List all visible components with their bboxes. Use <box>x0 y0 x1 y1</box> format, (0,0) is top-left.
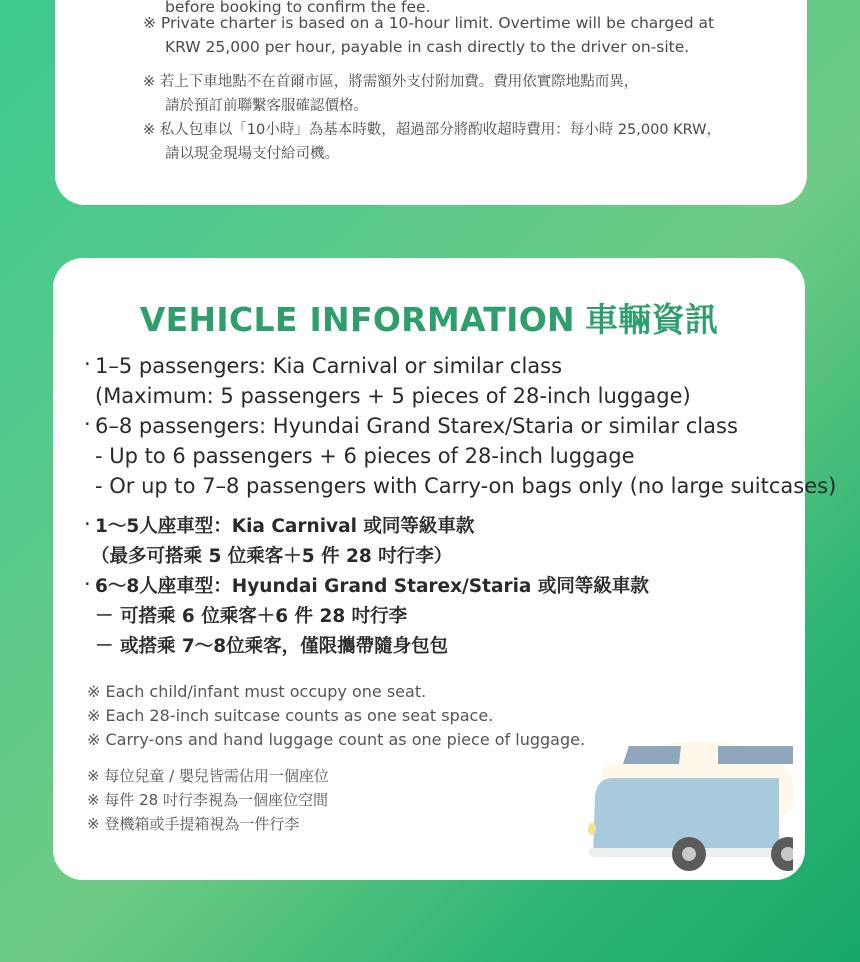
vehicle-title <box>53 294 805 341</box>
overtime-note-zh: ※ 私人包車以「10小時」為基本時數，超過部分將酌收超時費用：每小時 25,000 KRW， <box>143 122 721 138</box>
zh-line-4: － 可搭乘 6 位乘客＋6 件 28 吋行李 <box>95 606 408 627</box>
en-line-4: - Up to 6 passengers + 6 pieces of 28-inch luggage <box>95 444 635 468</box>
en-note-2: ※ Each 28-inch suitcase counts as one seat space. <box>87 706 494 725</box>
van-window-rear <box>718 746 793 764</box>
overtime-note-en: ※ Private charter is based on a 10-hour limit. Overtime will be charged at <box>143 14 715 32</box>
en-note-1: ※ Each child/infant must occupy one seat. <box>87 682 427 701</box>
en-line-2: (Maximum: 5 passengers + 5 pieces of 28-inch luggage) <box>95 384 691 408</box>
van-illustration <box>583 736 793 876</box>
vehicle-info-card <box>53 258 837 880</box>
zh-note-2: ※ 每件 28 吋行李視為一個座位空間 <box>87 791 328 809</box>
en-line-1: 1–5 passengers: Kia Carnival or similar class <box>95 354 563 378</box>
van-headlight <box>588 823 596 835</box>
en-note-3: ※ Carry-ons and hand luggage count as one piece of luggage. <box>87 730 586 749</box>
zh-line-3: 6～8人座車型：Hyundai Grand Starex/Staria 或同等級車款 <box>95 576 649 597</box>
zh-note-3: ※ 登機箱或手提箱視為一件行李 <box>87 815 300 833</box>
zh-line-5: － 或搭乘 7～8位乘客，僅限攜帶隨身包包 <box>95 636 449 657</box>
en-line-3: 6–8 passengers: Hyundai Grand Starex/Staria or similar class <box>95 414 738 438</box>
vehicle-title-en: VEHICLE INFORMATION <box>139 300 575 339</box>
surcharge-note-zh: ※ 若上下車地點不在首爾市區，將需額外支付附加費。費用依實際地點而異， <box>143 74 639 90</box>
bullet-dot: · <box>84 412 91 436</box>
notes-card <box>55 0 807 205</box>
surcharge-note-zh-cont: 請於預訂前聯繫客服確認價格。 <box>165 98 368 114</box>
zh-line-2: （最多可搭乘 5 位乘客＋5 件 28 吋行李） <box>91 546 453 567</box>
cut-off-note: before booking to confirm the fee. <box>165 0 431 16</box>
zh-line-1: 1～5人座車型：Kia Carnival 或同等級車款 <box>95 516 475 537</box>
wheel-hub <box>682 847 696 861</box>
bullet-dot: · <box>84 512 91 536</box>
vehicle-title-zh: 車輛資訊 <box>584 300 719 339</box>
en-line-5: - Or up to 7–8 passengers with Carry-on bags only (no large suitcases) <box>95 474 837 498</box>
bullet-dot: · <box>84 352 91 376</box>
bullet-dot: · <box>84 572 91 596</box>
overtime-note-zh-cont: 請以現金現場支付給司機。 <box>165 146 339 162</box>
overtime-note-en-cont: KRW 25,000 per hour, payable in cash directly to the driver on-site. <box>165 38 690 56</box>
zh-note-1: ※ 每位兒童 / 嬰兒皆需佔用一個座位 <box>87 767 329 785</box>
van-window-front <box>623 746 681 764</box>
